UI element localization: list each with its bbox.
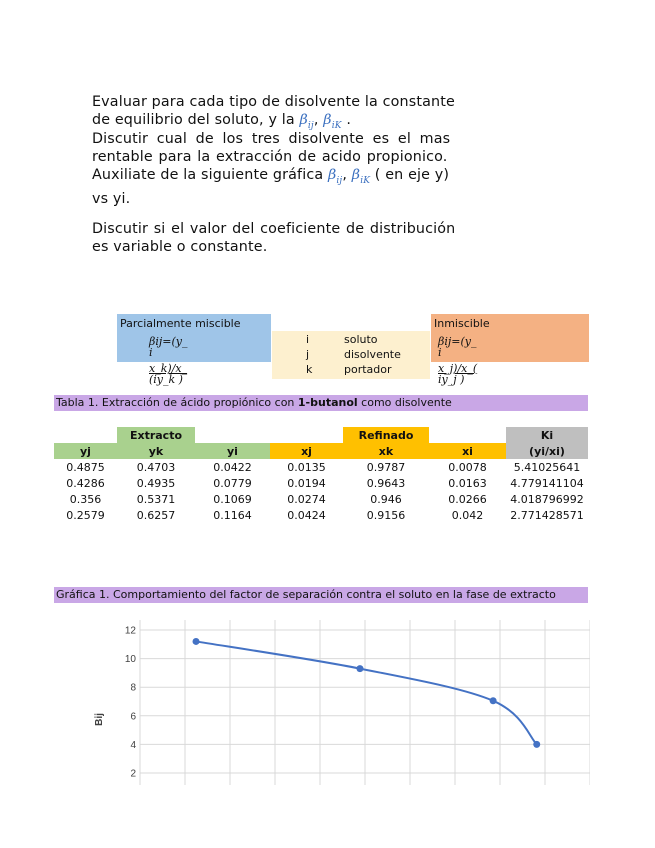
graph-caption: Gráfica 1. Comportamiento del factor de separación contra el soluto en la fase de extracto [54, 587, 588, 603]
y-tick-label: 8 [130, 682, 136, 694]
table-cell: 0.0424 [287, 508, 326, 522]
table-cell: 0.356 [69, 492, 102, 506]
variable-name: portador [344, 363, 392, 376]
variable-symbol: k [306, 363, 313, 376]
table-cell: 0.9643 [366, 476, 406, 490]
instruction-text: . [346, 112, 352, 128]
table-cell: 0.4875 [66, 460, 105, 474]
beta-ik-symbol [351, 167, 371, 186]
instruction-paragraph-3 [92, 220, 547, 256]
table-row [54, 475, 588, 491]
table-cell: 0.1164 [213, 508, 252, 522]
instruction-line [92, 166, 547, 190]
formula-line: iy_j ) [438, 373, 465, 386]
group-header-row [54, 427, 588, 443]
beta-letter: β [351, 167, 361, 183]
table-cell: 0.4703 [136, 460, 176, 474]
table-cell: 0.0422 [213, 460, 252, 474]
partially-miscible-box [117, 314, 271, 362]
y-tick-label: 6 [130, 711, 136, 723]
table-cell: 0.0163 [448, 476, 487, 490]
table-cell: 0.0779 [213, 476, 252, 490]
caption-bold: 1-butanol [297, 396, 358, 409]
table-cell: 0.2579 [66, 508, 105, 522]
empty-cell [54, 427, 117, 443]
y-tick-label: 2 [130, 768, 136, 780]
formula-line: x_k)/x_ [149, 362, 188, 375]
table-cell: 4.779141104 [510, 476, 584, 490]
table-cell: 0.0266 [448, 492, 487, 506]
variable-name: soluto [344, 333, 378, 346]
beta-letter: β [323, 112, 332, 128]
formula-line: x_j)/x_( [438, 362, 478, 375]
beta-ij-symbol [299, 112, 314, 131]
instruction-line: rentable para la extracción de acido propionico. [92, 149, 448, 165]
beta-ik-symbol [323, 112, 342, 131]
table-cell: 0.1069 [213, 492, 252, 506]
box-title: Inmiscible [434, 317, 490, 330]
table-cell: 0.0078 [448, 460, 487, 474]
beta-subscript: ij [307, 120, 314, 131]
table-cell: 0.0194 [287, 476, 326, 490]
instruction-line: es variable o constante. [92, 239, 268, 255]
instruction-text: ( en eje y) [374, 167, 450, 183]
table-row [54, 491, 588, 507]
formula-line: βij=(y_ [149, 335, 188, 348]
instruction-paragraph-2 [92, 130, 547, 208]
variable-symbol: j [306, 348, 310, 361]
extract-group-header: Extracto [117, 427, 195, 443]
column-header-xj: xj [270, 443, 343, 459]
empty-cell [195, 427, 270, 443]
line-chart [80, 615, 590, 785]
column-header-yk: yk [117, 443, 195, 459]
beta-subscript: ij [336, 175, 343, 186]
table-cell: 0.5371 [136, 492, 176, 506]
table-row [54, 507, 588, 523]
variables-box [272, 331, 430, 379]
beta-ij-symbol [327, 167, 343, 186]
caption-text: Tabla 1. Extracción de ácido propiónico con [56, 396, 298, 409]
data-point [193, 638, 200, 645]
immiscible-formula [438, 336, 477, 385]
box-title: Parcialmente miscible [120, 317, 241, 330]
ki-group-header: Ki [506, 427, 588, 443]
table-cell: 0.042 [451, 508, 484, 522]
instruction-line: Discutir si el valor del coeficiente de distribución [92, 221, 456, 237]
instruction-text: Auxiliate de la siguiente gráfica [92, 167, 324, 183]
column-header-yi: yi [195, 443, 270, 459]
formula-line: (iy_k ) [149, 373, 183, 386]
table-cell: 2.771428571 [510, 508, 584, 522]
table-cell: 0.6257 [136, 508, 176, 522]
instruction-paragraph-1 [92, 93, 547, 135]
instruction-line: Discutir cual de los tres disolvente es el mas [92, 131, 451, 147]
table-cell: 0.946 [370, 492, 402, 506]
column-header-xi: xi [429, 443, 506, 459]
data-point [533, 741, 540, 748]
table-caption [54, 395, 588, 411]
table-cell: 5.41025641 [513, 460, 581, 474]
raffinate-group-header: Refinado [343, 427, 429, 443]
series-line [196, 641, 537, 744]
formula-line: i [149, 346, 153, 359]
table-row [54, 459, 588, 475]
y-tick-label: 4 [130, 739, 136, 751]
y-tick-label: 10 [124, 654, 136, 666]
column-header-ki: (yi/xi) [506, 443, 588, 459]
table-cell: 4.018796992 [510, 492, 584, 506]
formula-line: i [438, 346, 442, 359]
data-point [490, 697, 497, 704]
column-header-row [54, 443, 588, 459]
data-table [54, 427, 588, 523]
table-cell: 0.9156 [366, 508, 406, 522]
table-cell: 0.9787 [366, 460, 406, 474]
comma: , [342, 167, 348, 183]
table-cell: 0.4286 [66, 476, 105, 490]
formula-line: βij=(y_ [438, 335, 477, 348]
beta-letter: β [327, 167, 337, 183]
table-cell: 0.0135 [287, 460, 326, 474]
column-header-yj: yj [54, 443, 117, 459]
data-point [356, 665, 363, 672]
partially-miscible-formula [149, 336, 188, 385]
y-tick-label: 12 [124, 625, 136, 637]
table-cell: 0.0274 [287, 492, 326, 506]
column-header-xk: xk [343, 443, 429, 459]
beta-subscript: iK [331, 120, 342, 131]
instruction-line: Evaluar para cada tipo de disolvente la constante [92, 94, 455, 110]
chart-container [80, 615, 590, 785]
caption-text: como disolvente [357, 396, 452, 409]
variable-name: disolvente [344, 348, 401, 361]
comma: , [313, 112, 319, 128]
beta-subscript: iK [360, 175, 371, 186]
instruction-text: de equilibrio del soluto, y la [92, 112, 295, 128]
table-cell: 0.4935 [136, 476, 176, 490]
empty-cell [429, 427, 506, 443]
beta-letter: β [299, 112, 308, 128]
variable-symbol: i [306, 333, 310, 346]
instruction-line: vs yi. [92, 190, 131, 207]
y-axis-label: Bij [94, 713, 105, 726]
empty-cell [270, 427, 343, 443]
